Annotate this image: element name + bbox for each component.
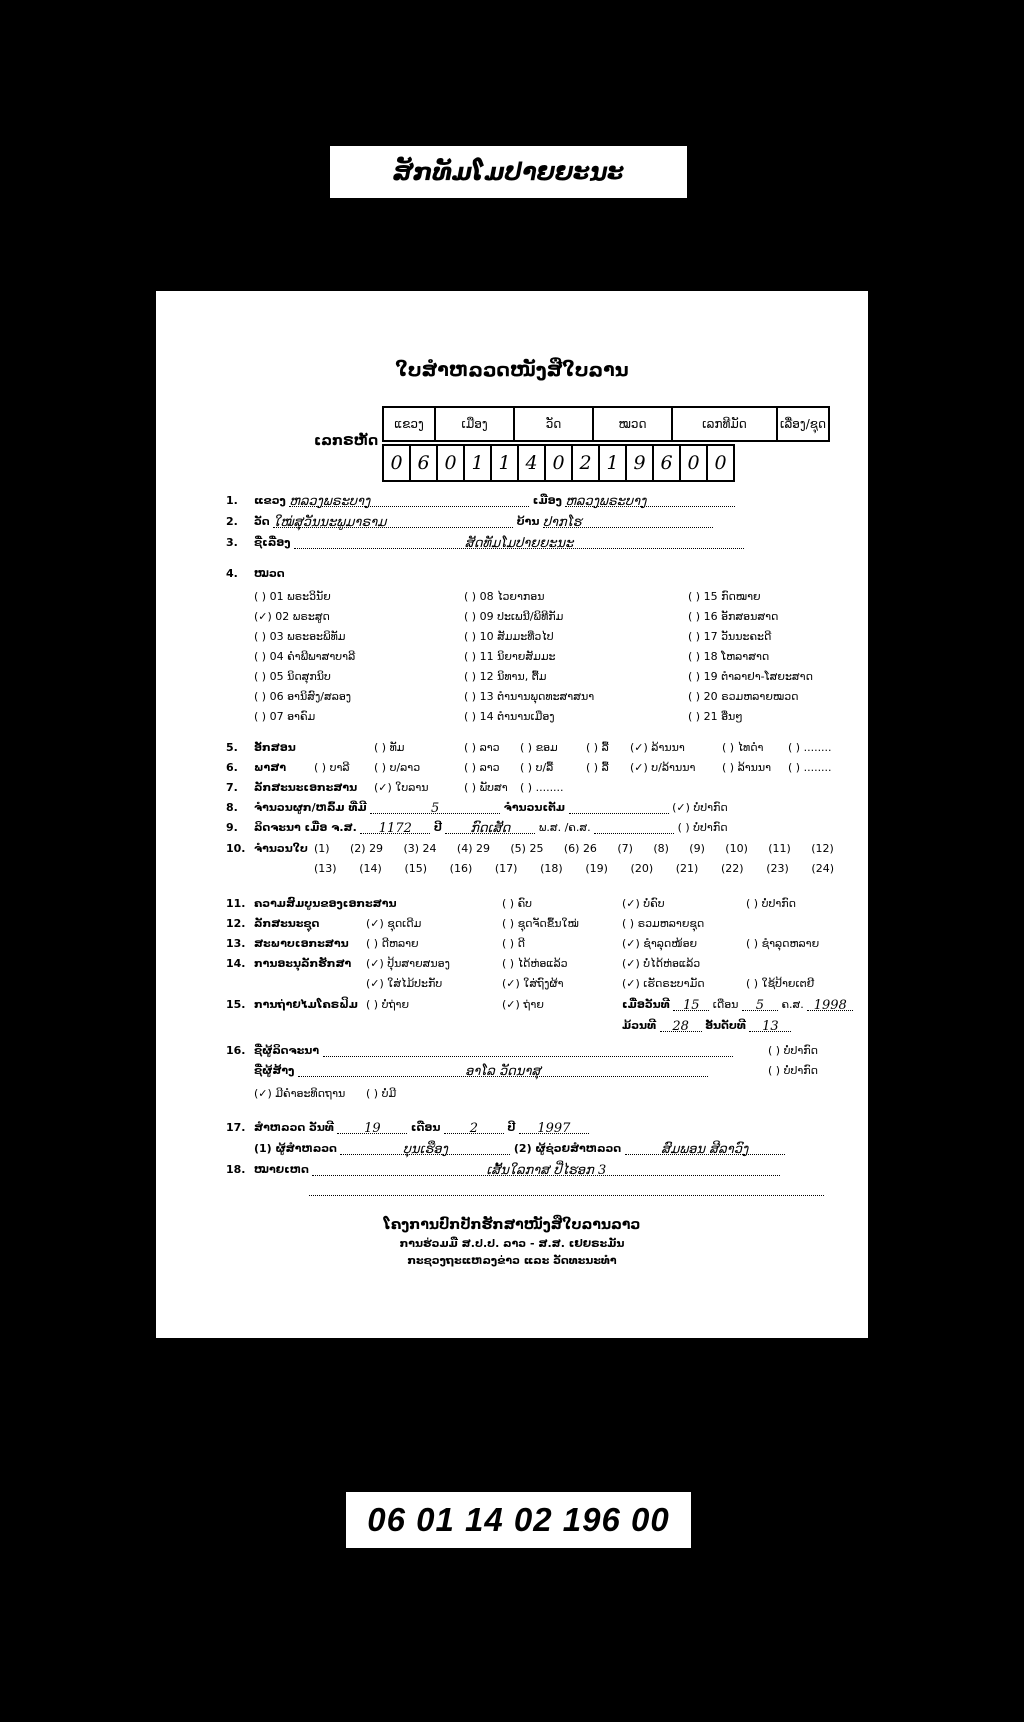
survey-form [156, 291, 868, 1338]
preservation-option[interactable]: (✓) ໃສ່ຖົງຜ້າ [502, 977, 564, 990]
remarks-label: ໝາຍເຫດ [254, 1163, 309, 1176]
script-option[interactable]: ( ) ຂອມ [520, 741, 558, 754]
city-value: ຫລວງພຣະບາງ [565, 494, 735, 507]
folio-line-2 [314, 862, 834, 875]
province-label: ແຂວງ [254, 494, 286, 507]
survey-date-label: ສຳຫລວດ ວັນທີ [254, 1121, 334, 1134]
author-row [254, 1044, 733, 1057]
microfilm-option[interactable]: ( ) ບໍ່ຖ່າຍ [366, 998, 410, 1011]
language-option[interactable]: ( ) ລາວ [464, 761, 500, 774]
composition-option[interactable]: ( ) ບໍ່ປາກົດ [677, 821, 728, 834]
code-digit: 1 [599, 445, 626, 481]
item-number: 10. [226, 842, 246, 855]
code-header-set: ເລື່ອງ/ຊຸດ [777, 407, 829, 441]
village-value: ປາກໂຮ [543, 515, 713, 528]
copier-value: ອາໂລ ວັດນາສຸ [298, 1064, 708, 1077]
item-number: 7. [226, 781, 238, 794]
remarks-blank-line [309, 1183, 824, 1196]
category-option[interactable]: ( ) 14 ຕຳນານເມືອງ [464, 710, 555, 723]
language-option[interactable]: ( ) ລື້ [586, 761, 609, 774]
script-label: ອັກສອນ [254, 741, 296, 754]
folio-count: (9) [689, 842, 705, 855]
folio-count: (24) [811, 862, 834, 875]
code-digit: 0 [437, 445, 464, 481]
surveyor-value: ບຸນເຮືອງ [340, 1142, 510, 1155]
condition-option[interactable]: (✓) ຊຳລຸດໜ້ອຍ [622, 937, 698, 950]
condition-option[interactable]: ( ) ດີ [502, 937, 525, 950]
microfilm-date [622, 998, 853, 1011]
folio-count: (15) [404, 862, 428, 875]
footer-ministry: ກະຊວງຖະແຫລງຂ່າວ ແລະ ວັດທະນະທຳ [407, 1254, 617, 1267]
code-header-temple: ວັດ [514, 407, 593, 441]
folio-count: (14) [359, 862, 382, 875]
complete-count-option[interactable]: (✓) ບໍ່ປາກົດ [672, 801, 728, 814]
script-option[interactable]: ( ) ທັມ [374, 741, 405, 754]
roll-label: ມ້ວນທີ [622, 1019, 657, 1032]
name-label: ຊື່ເລື່ອງ [254, 536, 291, 549]
code-digit: 6 [410, 445, 437, 481]
code-label: ເລກຣຫັດ [314, 433, 379, 449]
microfilm-option[interactable]: (✓) ຖ່າຍ [502, 998, 544, 1011]
completeness-option[interactable]: ( ) ຄົບ [502, 897, 533, 910]
sequence-label: ອັນດັບທີ [705, 1019, 746, 1032]
code-digit: 0 [383, 445, 410, 481]
complete-count-field [569, 801, 669, 814]
folio-count: (2) 29 [349, 842, 384, 855]
category-option[interactable]: ( ) 20 ຣວມຫລາຍໝວດ [688, 690, 799, 703]
category-option[interactable]: ( ) 04 ຄຳພີພາສາບາລີ [254, 650, 356, 663]
dedication-option[interactable]: (✓) ມີຄຳອະທິດຖານ [254, 1087, 346, 1100]
preservation-option[interactable]: (✓) ໃສ່ໄມ້ປະກັບ [366, 977, 443, 990]
item-number: 14. [226, 957, 246, 970]
manuscript-title-label: ສັກທັມໂມປາຍຍະນະ [330, 146, 687, 198]
microfilm-label: ການຖ່າຍໄມໂຄຣຟິມ [254, 998, 358, 1011]
language-option[interactable]: ( ) ບ/ລື້ [520, 761, 554, 774]
category-option[interactable]: (✓) 02 ພຣະສູດ [254, 610, 330, 623]
code-header-row [383, 407, 829, 441]
category-label: ໝວດ [254, 567, 285, 580]
footer-cooperation: ການຮ່ວມມື ສ.ປ.ປ. ລາວ - ສ.ສ. ເຢຍຣະມັນ [399, 1237, 625, 1250]
survey-year-label: ປີ [507, 1121, 516, 1134]
completeness-label: ຄວາມສົມບູນຂອງເອກະສານ [254, 897, 397, 910]
preservation-option[interactable]: ( ) ໄດ້ຫ່ອແລ້ວ [502, 957, 568, 970]
temple-label: ວັດ [254, 515, 270, 528]
city-label: ເມືອງ [532, 494, 562, 507]
temple-row [254, 515, 713, 528]
folio-count: (3) 24 [403, 842, 437, 855]
category-option[interactable]: ( ) 07 ອາຄົມ [254, 710, 316, 723]
microfilm-month-label: ເດືອນ [712, 998, 739, 1011]
title-row [254, 536, 744, 549]
folio-count: (22) [720, 862, 744, 875]
code-digit: 0 [680, 445, 707, 481]
category-option[interactable]: ( ) 09 ປະເພນີ/ພິທີກັມ [464, 610, 564, 623]
material-option[interactable]: ( ) ພັບສາ [464, 781, 508, 794]
item-number: 1. [226, 494, 238, 507]
item-number: 13. [226, 937, 246, 950]
category-option[interactable]: ( ) 11 ນິຍາຍສັມມະ [464, 650, 556, 663]
survey-year: 1997 [519, 1121, 589, 1134]
set-type-option[interactable]: ( ) ຣວມຫລາຍຊຸດ [622, 917, 705, 930]
language-option[interactable]: ( ) ........ [788, 761, 832, 774]
code-digits-table [382, 444, 735, 482]
surveyor-label: (1) ຜູ້ສຳຫລວດ [254, 1142, 337, 1155]
item-number: 11. [226, 897, 246, 910]
set-type-option[interactable]: ( ) ຊຸດຈັດຂຶ້ນໃໝ່ [502, 917, 579, 930]
dedication-option[interactable]: ( ) ບໍ່ມີ [366, 1087, 397, 1100]
survey-day: 19 [337, 1121, 407, 1134]
microfilm-day: 15 [673, 998, 709, 1011]
microfilm-year: 1998 [807, 998, 853, 1011]
code-table [382, 406, 830, 442]
item-number: 12. [226, 917, 246, 930]
category-col-2 [464, 587, 594, 727]
language-label: ພາສາ [254, 761, 287, 774]
name-value: ສັດທັມໂມປາຍຍະນະ [294, 536, 744, 549]
item-number: 5. [226, 741, 238, 754]
surveyor-row [254, 1142, 785, 1155]
remarks-line-2 [309, 1183, 824, 1196]
code-digit: 6 [653, 445, 680, 481]
microfilm-year-label: ຄ.ສ. [781, 998, 804, 1011]
folio-label: ຈຳນວນໃບ [254, 842, 308, 855]
folio-count: (19) [585, 862, 608, 875]
author-field [323, 1044, 733, 1057]
folio-count: (4) 29 [456, 842, 490, 855]
category-option[interactable]: ( ) 15 ກົດໝາຍ [688, 590, 761, 603]
folio-count: (8) [653, 842, 669, 855]
author-option[interactable]: ( ) ບໍ່ປາກົດ [768, 1044, 818, 1057]
temple-value: ໃໝ່ສຸວັນນະພູມາຣາມ [273, 515, 513, 528]
composition-row [254, 821, 728, 834]
folio-count: (1) [314, 842, 330, 855]
folio-count: (10) [725, 842, 748, 855]
province-value: ຫລວງພຣະບາງ [289, 494, 529, 507]
material-option[interactable]: (✓) ໃບລານ [374, 781, 429, 794]
item-number: 6. [226, 761, 238, 774]
microfilm-date-label: ເມື່ອວັນທີ [622, 998, 670, 1011]
sequence-value: 13 [749, 1019, 791, 1032]
code-digit: 1 [464, 445, 491, 481]
folio-line-1 [314, 842, 834, 855]
category-col-3 [688, 587, 813, 727]
code-digit: 2 [572, 445, 599, 481]
item-number: 16. [226, 1044, 246, 1057]
manuscript-code-label: 06 01 14 02 196 00 [346, 1492, 691, 1548]
folio-count: (17) [494, 862, 518, 875]
preservation-option[interactable]: (✓) ບໍ່ໄດ້ຫ່ອແລ້ວ [622, 957, 701, 970]
category-option[interactable]: ( ) 06 ອານິສົງ/ສລອງ [254, 690, 352, 703]
completeness-option[interactable]: ( ) ບໍ່ປາກົດ [746, 897, 796, 910]
code-header-province: ແຂວງ [383, 407, 435, 441]
category-option[interactable]: ( ) 18 ໂຫລາສາດ [688, 650, 770, 663]
condition-option[interactable]: ( ) ດີຫລາຍ [366, 937, 419, 950]
footer-project: ໂຄງການປົກປັກຮັກສາໜັງສືໃບລານລາວ [383, 1217, 641, 1233]
preservation-option[interactable]: (✓) ປຸ້ນສາຍສນອງ [366, 957, 450, 970]
survey-date-row [254, 1121, 589, 1134]
condition-label: ສະພາບເອກະສານ [254, 937, 349, 950]
category-option[interactable]: ( ) 01 ພຣະວິນັຍ [254, 590, 331, 603]
microfilm-month: 5 [742, 998, 778, 1011]
folio-count: (13) [314, 862, 337, 875]
category-option[interactable]: ( ) 16 ອັກສອນສາດ [688, 610, 779, 623]
category-option[interactable]: ( ) 10 ສັມມະທີ່ວໄປ [464, 630, 554, 643]
code-header-bundle: ເລກທີມັດ [672, 407, 777, 441]
category-option[interactable]: ( ) 21 ອື່ນໆ [688, 710, 743, 723]
material-option[interactable]: ( ) ........ [520, 781, 564, 794]
script-option[interactable]: ( ) ລາວ [464, 741, 500, 754]
folio-count: (7) [617, 842, 633, 855]
script-option[interactable]: (✓) ລ້ານນາ [630, 741, 685, 754]
condition-option[interactable]: ( ) ຊຳລຸດຫລາຍ [746, 937, 820, 950]
preservation-option[interactable]: ( ) ໃຊ້ປ້າຍເຕຢີ [746, 977, 815, 990]
fascicles-label: ຈຳນວນຜູກ/ຫລົ້ມ ທີ່ມີ [254, 801, 367, 814]
script-option[interactable]: ( ) ລື້ [586, 741, 609, 754]
item-number: 3. [226, 536, 238, 549]
folio-count: (21) [675, 862, 699, 875]
author-label: ຊື່ຜູ້ລິດຈະນາ [254, 1044, 320, 1057]
form-title: ໃບສຳຫລວດໜັງສືໃບລານ [395, 359, 629, 381]
code-header-city: ເມືອງ [435, 407, 514, 441]
survey-month: 2 [444, 1121, 504, 1134]
preservation-label: ການອະນຸລັກຮັກສາ [254, 957, 352, 970]
fascicles-row [254, 801, 728, 814]
set-type-option[interactable]: (✓) ຊຸດເດີມ [366, 917, 422, 930]
folio-count: (12) [811, 842, 834, 855]
code-digits-row [383, 445, 734, 481]
roll-value: 28 [660, 1019, 702, 1032]
remarks-value: ເສັ້ນໃລກາສ ປີ່ໄຮອກ 3 [312, 1163, 780, 1176]
village-label: ບ້ານ [516, 515, 540, 528]
language-option[interactable]: ( ) ບ/ລາວ [374, 761, 421, 774]
folio-count: (20) [630, 862, 654, 875]
language-option[interactable]: ( ) ບາລີ [314, 761, 350, 774]
language-option[interactable]: ( ) ລ້ານນາ [722, 761, 772, 774]
item-number: 9. [226, 821, 238, 834]
category-option[interactable]: ( ) 12 ນິທານ, ຕື້ມ [464, 670, 547, 683]
year-label: ປີ [433, 821, 442, 834]
complete-count-label: ຈຳນວນເຕັມ [503, 801, 566, 814]
folio-count: (16) [449, 862, 473, 875]
copier-label: ຊື່ຜູ້ສ້າງ [254, 1064, 295, 1077]
material-label: ລັກສະນະເອກະສານ [254, 781, 358, 794]
code-digit: 0 [707, 445, 734, 481]
code-digit: 4 [518, 445, 545, 481]
script-option[interactable]: ( ) ........ [788, 741, 832, 754]
set-type-label: ລັກສະນະຊຸດ [254, 917, 320, 930]
item-number: 8. [226, 801, 238, 814]
folio-count: (23) [766, 862, 789, 875]
item-number: 2. [226, 515, 238, 528]
item-number: 17. [226, 1121, 246, 1134]
fascicles-value: 5 [370, 801, 500, 814]
script-option[interactable]: ( ) ໄທດຳ [722, 741, 764, 754]
folio-count: (6) 26 [563, 842, 597, 855]
item-number: 4. [226, 567, 238, 580]
era-field [594, 821, 674, 834]
remarks-row [254, 1163, 780, 1176]
code-digit: 9 [626, 445, 653, 481]
code-digit: 0 [545, 445, 572, 481]
category-col-1 [254, 587, 355, 727]
copier-option[interactable]: ( ) ບໍ່ປາກົດ [768, 1064, 818, 1077]
province-row [254, 494, 735, 507]
item-number: 18. [226, 1163, 246, 1176]
folio-count: (18) [540, 862, 563, 875]
category-option[interactable]: ( ) 13 ຕຳນານພຸດທະສາສນາ [464, 690, 595, 703]
code-header-category: ໝວດ [593, 407, 672, 441]
microfilm-roll [622, 1019, 791, 1032]
completeness-option[interactable]: (✓) ບໍ່ຄົບ [622, 897, 665, 910]
copier-row [254, 1064, 708, 1077]
cs-year-value: 1172 [360, 821, 430, 834]
assistant-value: ສົມພອນ ສີລາວົງ [625, 1142, 785, 1155]
category-option[interactable]: ( ) 03 ພຣະອະພິທັມ [254, 630, 346, 643]
year-name-value: ກົດເສັດ [445, 821, 535, 834]
folio-count: (5) 25 [510, 842, 544, 855]
era-label: ພ.ສ. /ຄ.ສ. [538, 821, 591, 834]
category-option[interactable]: ( ) 19 ຕຳລາຢາ-ໂສຍະສາດ [688, 670, 813, 683]
preservation-option[interactable]: (✓) ເຮັດຣະບາມັດ [622, 977, 705, 990]
folio-count: (11) [768, 842, 791, 855]
category-option[interactable]: ( ) 05 ນິດສຸກນິບ [254, 670, 331, 683]
category-option[interactable]: ( ) 08 ໄວຍາກອນ [464, 590, 545, 603]
composition-label: ລິດຈະນາ ເມື່ອ ຈ.ສ. [254, 821, 357, 834]
code-digit: 1 [491, 445, 518, 481]
language-option[interactable]: (✓) ບ/ລ້ານນາ [630, 761, 696, 774]
assistant-label: (2) ຜູ້ຊ່ວຍສຳຫລວດ [513, 1142, 622, 1155]
category-option[interactable]: ( ) 17 ວັນນະຄະດີ [688, 630, 772, 643]
survey-month-label: ເດືອນ [410, 1121, 441, 1134]
item-number: 15. [226, 998, 246, 1011]
